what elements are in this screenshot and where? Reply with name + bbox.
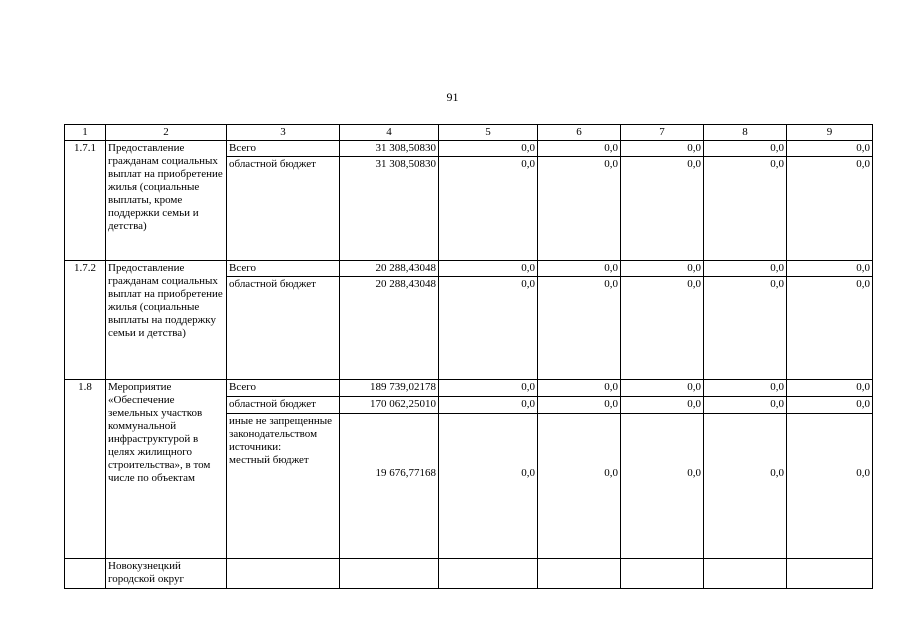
empty-cell [787,559,873,589]
empty-cell [439,559,538,589]
value-cell: 0,0 [704,261,787,277]
value-cell: 0,0 [621,261,704,277]
funding-source: областной бюджет [227,277,340,380]
header-row [65,125,873,141]
value-cell: 0,0 [704,380,787,397]
value-cell: 0,0 [538,157,621,261]
value-cell: 0,0 [787,261,873,277]
table-row [65,559,873,589]
header-col-4: 4 [340,125,439,141]
item-name: Мероприятие «Обеспечение земельных участков коммунальной инфраструктурой в целях жилищного строительства», в том числе по объектам [106,380,227,559]
value-cell: 0,0 [439,380,538,397]
value-cell: 0,0 [621,157,704,261]
value-cell: 0,0 [787,277,873,380]
value-cell: 0,0 [439,261,538,277]
funding-source: иные не запрещенные законодательством источники: [229,415,333,453]
item-name: Новокузнецкий городской округ [106,559,227,589]
value-cell: 20 288,43048 [340,277,439,380]
value-cell: 0,0 [538,397,621,414]
funding-source: Всего [227,261,340,277]
value-cell: 0,0 [704,141,787,157]
value-cell: 0,0 [704,157,787,261]
value-text: 0,0 [521,467,535,479]
item-number: 1.7.2 [65,261,106,380]
value-cell: 0,0 [439,277,538,380]
value-cell [704,414,787,559]
funding-source: областной бюджет [227,397,340,414]
value-cell: 0,0 [621,141,704,157]
value-cell [538,414,621,559]
item-name: Предоставление гражданам социальных выплат на приобретение жилья (социальные выплаты на поддержку семьи и детства) [106,261,227,380]
header-col-7: 7 [621,125,704,141]
value-cell: 0,0 [621,397,704,414]
header-col-3: 3 [227,125,340,141]
value-cell [340,414,439,559]
funding-source: местный бюджет [229,454,309,466]
value-cell: 0,0 [439,397,538,414]
value-cell: 0,0 [704,397,787,414]
page-number: 91 [446,90,459,104]
value-cell: 0,0 [538,380,621,397]
funding-source: Всего [227,380,340,397]
funding-source: областной бюджет [227,157,340,261]
value-cell [621,414,704,559]
empty-cell [340,559,439,589]
value-cell: 0,0 [538,277,621,380]
value-cell: 20 288,43048 [340,261,439,277]
item-number: 1.7.1 [65,141,106,261]
value-cell: 0,0 [439,157,538,261]
funding-source-group [227,414,340,559]
item-number [65,559,106,589]
empty-cell [621,559,704,589]
value-cell: 0,0 [704,277,787,380]
value-cell [787,414,873,559]
item-name: Предоставление гражданам социальных выплат на приобретение жилья (социальные выплаты, кроме поддержки семьи и детства) [106,141,227,261]
empty-cell [538,559,621,589]
value-cell: 0,0 [787,157,873,261]
value-cell: 0,0 [787,141,873,157]
header-col-6: 6 [538,125,621,141]
value-text: 19 676,77168 [375,467,436,479]
table-row [65,380,873,397]
value-cell: 0,0 [439,141,538,157]
value-cell: 0,0 [787,380,873,397]
funding-source: Всего [227,141,340,157]
value-text: 0,0 [687,467,701,479]
empty-cell [704,559,787,589]
value-text: 0,0 [856,467,870,479]
value-cell: 31 308,50830 [340,157,439,261]
header-col-5: 5 [439,125,538,141]
header-col-2: 2 [106,125,227,141]
table-row [65,141,873,157]
value-cell: 31 308,50830 [340,141,439,157]
table-row [65,261,873,277]
value-cell [439,414,538,559]
value-text: 0,0 [604,467,618,479]
item-number: 1.8 [65,380,106,559]
header-col-8: 8 [704,125,787,141]
value-cell: 0,0 [787,397,873,414]
value-cell: 189 739,02178 [340,380,439,397]
value-text: 0,0 [770,467,784,479]
value-cell: 0,0 [621,380,704,397]
value-cell: 0,0 [621,277,704,380]
header-col-1: 1 [65,125,106,141]
value-cell: 0,0 [538,141,621,157]
value-cell: 170 062,25010 [340,397,439,414]
budget-table [64,124,873,589]
value-cell: 0,0 [538,261,621,277]
empty-cell [227,559,340,589]
header-col-9: 9 [787,125,873,141]
